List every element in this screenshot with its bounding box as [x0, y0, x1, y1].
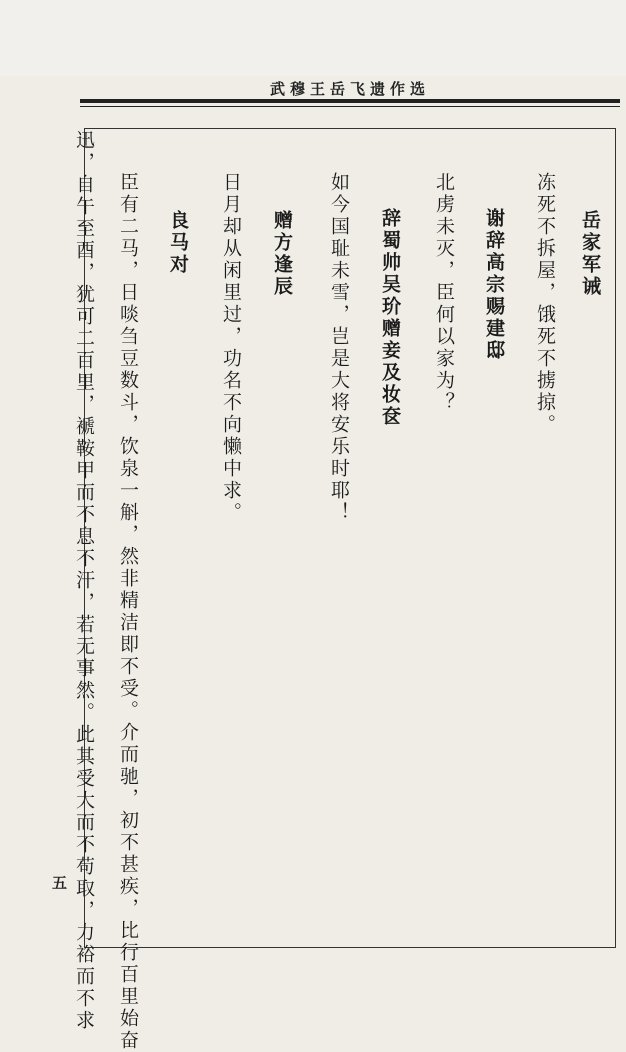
- header-rule-thick: [80, 99, 620, 103]
- header-rule-thin: [80, 106, 620, 107]
- title-liang-ma-dui: 良马对: [167, 210, 189, 276]
- title-zeng-fang: 赠方逢辰: [271, 210, 293, 298]
- title-yue-jia-jun-jie: 岳家军诫: [579, 210, 601, 298]
- line-ri-yue: 日月却从闲里过，功名不向懒中求。: [220, 172, 242, 524]
- line-chen-you: 臣有二马，日啖刍豆数斗，饮泉一斛，然非精洁即不受。介而驰，初不甚疾，比行百里始奋: [117, 172, 139, 1052]
- title-xie-ci: 谢辞高宗赐建邸: [483, 208, 505, 362]
- line-ru-jin: 如今国耻未雪，岂是大将安乐时耶！: [328, 172, 350, 524]
- line-zi-wu: 迅，自午至酉，犹可二百里，褫鞍甲而不息不汗，若无事然。此其受大而不苟取，力裕而不求: [73, 130, 95, 1032]
- running-header-title: 武穆王岳飞遗作选: [269, 80, 430, 98]
- page-number: 五: [52, 874, 68, 892]
- title-ci-shu-shuai: 辞蜀帅吴玠赠妾及妆奁: [379, 208, 401, 428]
- line-bei-lu: 北虏未灭，臣何以家为？: [433, 172, 455, 414]
- page-top-band: [0, 0, 626, 76]
- line-dong-si: 冻死不拆屋，饿死不掳掠。: [534, 172, 556, 436]
